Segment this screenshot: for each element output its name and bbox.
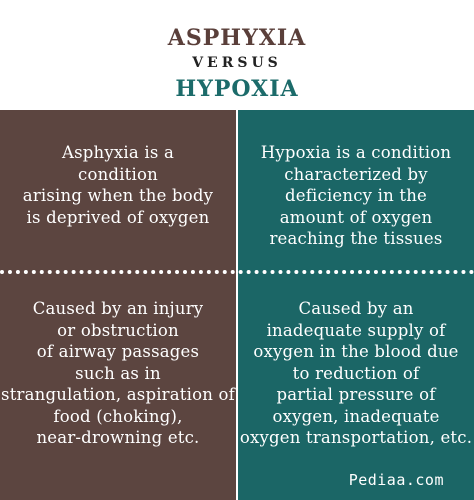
asphyxia-definition: Asphyxia is a condition arising when the body is deprived of oxygen bbox=[22, 143, 214, 227]
hypoxia-cause: Caused by an inadequate supply of oxygen in the blood due to reduction of partial pressure of oxygen, inadequate oxygen transportation, etc. bbox=[239, 299, 473, 447]
asphyxia-panel bbox=[0, 110, 236, 500]
hypoxia-definition: Hypoxia is a condition characterized by deficiency in the amount of oxygen reaching the tissues bbox=[260, 143, 452, 248]
row-divider bbox=[0, 270, 474, 274]
title-hypoxia: HYPOXIA bbox=[175, 76, 299, 102]
pediaa-logo: Pediaa.com bbox=[348, 471, 444, 489]
title-asphyxia: ASPHYXIA bbox=[167, 25, 307, 51]
versus-label: VERSUS bbox=[192, 55, 282, 71]
asphyxia-cause: Caused by an injury or obstruction of airway passages such as in strangulation, aspiration of food (choking), near-drowning etc. bbox=[1, 299, 235, 447]
hypoxia-panel bbox=[238, 110, 474, 500]
header bbox=[0, 0, 474, 110]
